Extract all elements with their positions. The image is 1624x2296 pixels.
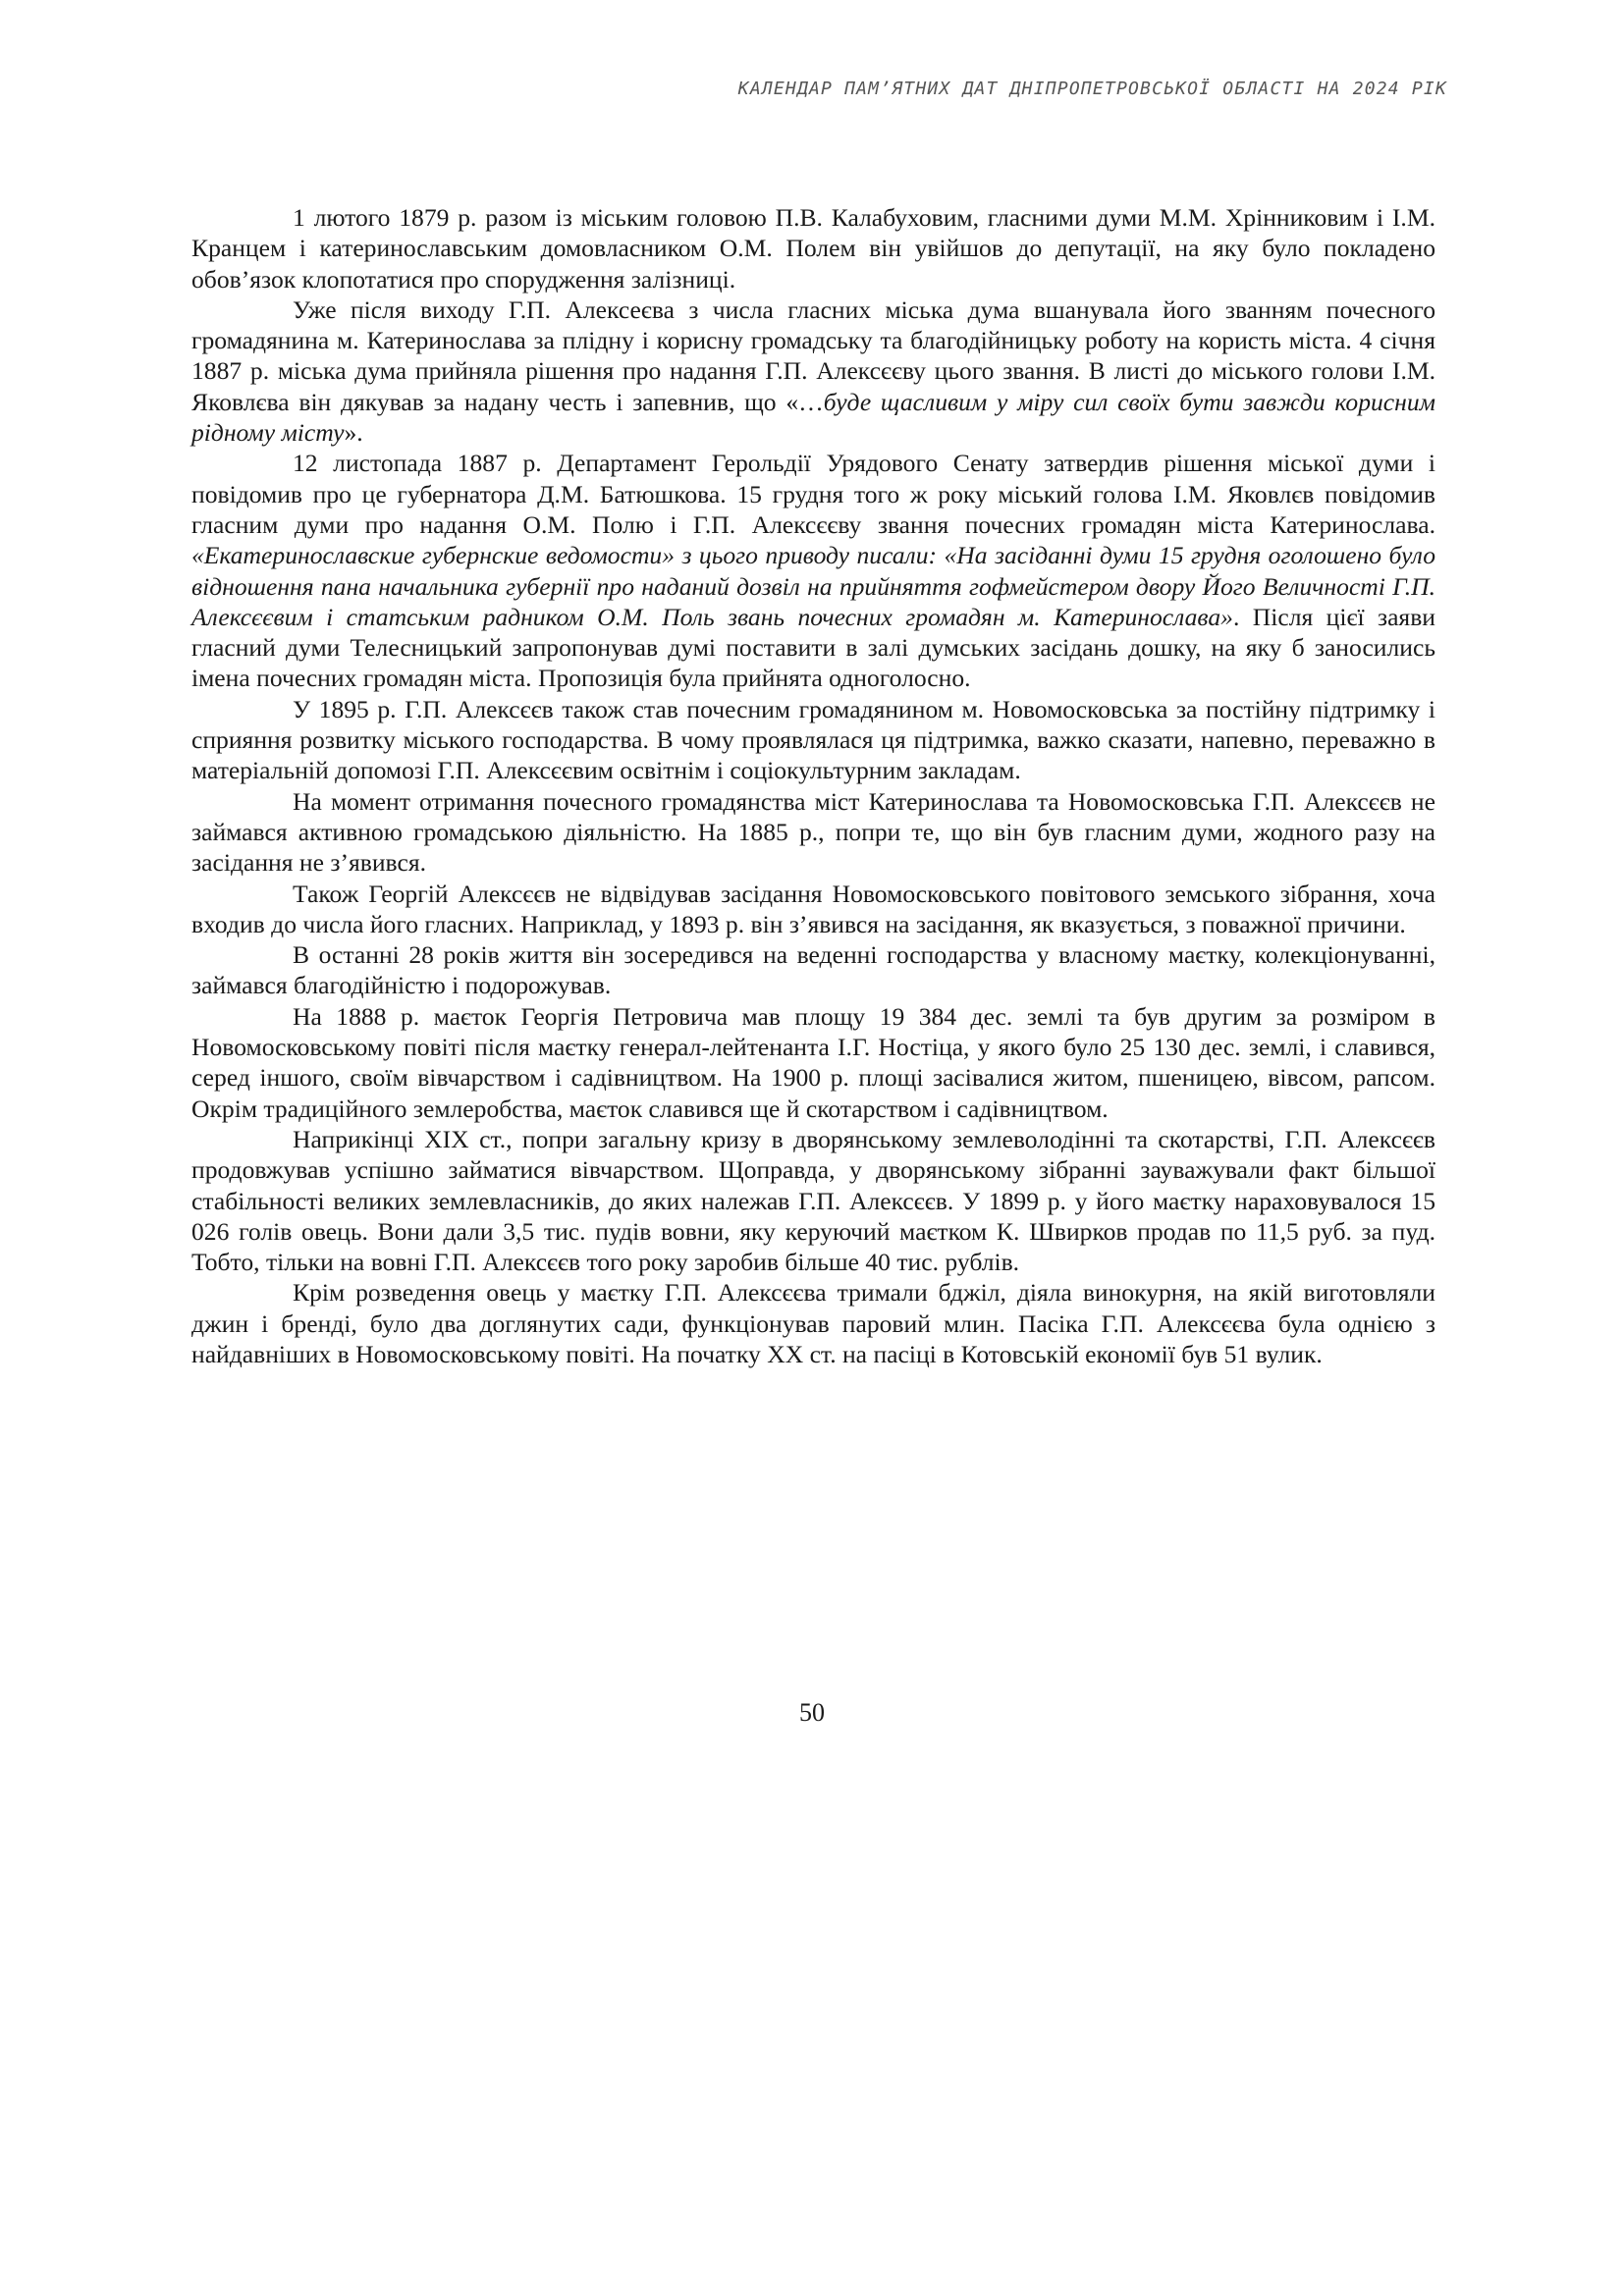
page-number: 50	[799, 1698, 825, 1727]
paragraph-2-text-a: Уже після виходу Г.П. Алексеєва з числа гласних міська дума вшанувала його званням почесного громадянина м. Катеринослава за плідну і корисну громадську та благодійницьку роботу на користь міста. 4 січня 1887 р. міська дума прийняла рішення про надання Г.П. Алексєєву цього звання. В листі до міського голови І.М. Яковлєва він дякував за надану честь і запевнив, що «…	[191, 294, 1435, 416]
paragraph-3	[191, 448, 1435, 693]
paragraph-2	[191, 294, 1435, 448]
paragraph-6: Також Георгій Алексєєв не відвідував засідання Новомосковського повітового земського зібрання, хоча входив до числа його гласних. Наприклад, у 1893 р. він з’явився на засідання, як вказується, з поважної причини.	[191, 879, 1435, 938]
paragraph-2-text-b: ».	[344, 418, 363, 448]
paragraph-3-text-a: 12 листопада 1887 р. Департамент Герольдії Урядового Сенату затвердив рішення міської думи і повідомив про це губернатора Д.М. Батюшкова. 15 грудня того ж року міський голова І.М. Яковлєв повідомив гласним думи про надання О.М. Полю і Г.П. Алексєєву звання почесних громадян міста Катеринослава.	[191, 449, 1435, 539]
paragraph-3-text-b: . Після цієї заяви гласний думи Телесницький запропонував думі поставити в залі думських засідань дошку, на яку б заносились імена почесних громадян міста. Пропозиція була прийнята одноголосно.	[191, 602, 1435, 693]
paragraph-5: На момент отримання почесного громадянства міст Катеринослава та Новомосковська Г.П. Алексєєв не займався активною громадською діяльністю. На 1885 р., попри те, що він був гласним думи, жодного разу на засідання не з’явився.	[191, 786, 1435, 878]
paragraph-9: Наприкінці XIX ст., попри загальну кризу в дворянському землеволодінні та скотарстві, Г.П. Алексєєв продовжував успішно займатися вівчарством. Щоправда, у дворянському зібранні зауважували факт більшої стабільності великих землевласників, до яких належав Г.П. Алексєєв. У 1899 р. у його маєтку нараховувалося 15 026 голів овець. Вони дали 3,5 тис. пудів вовни, яку керуючий маєтком К. Швирков продав по 11,5 руб. за пуд. Тобто, тільки на вовні Г.П. Алексєєв того року заробив більше 40 тис. рублів.	[191, 1124, 1435, 1277]
paragraph-3-quote: «Екатеринославские губернские ведомости» з цього приводу писали: «На засіданні думи 15 грудня оголошено було відношення пана начальника губернії про наданий дозвіл на прийняття гофмейстером двору Його Величності Г.П. Алексєєвим і статським радником О.М. Поль звань почесних громадян м. Катеринослава»	[191, 541, 1435, 631]
paragraph-8: На 1888 р. маєток Георгія Петровича мав площу 19 384 дес. землі та був другим за розміром в Новомосковському повіті після маєтку генерал-лейтенанта І.Г. Ностіца, у якого було 25 130 дес. землі, і славився, серед іншого, своїм вівчарством і садівництвом. На 1900 р. площі засівалися житом, пшеницею, вівсом, рапсом. Окрім традиційного землеробства, маєток славився ще й скотарством і садівництвом.	[191, 1001, 1435, 1123]
paragraph-10: Крім розведення овець у маєтку Г.П. Алексєєва тримали бджіл, діяла винокурня, на якій виготовляли джин і бренді, було два доглянутих сади, функціонував паровий млин. Пасіка Г.П. Алексєєва була однією з найдавніших в Новомосковському повіті. На початку XX ст. на пасіці в Котовській економії був 51 вулик.	[191, 1278, 1435, 1368]
paragraph-7: В останні 28 років життя він зосередився на веденні господарства у власному маєтку, колекціонуванні, займався благодійністю і подорожував.	[191, 940, 1435, 1000]
paragraph-2-quote: буде щасливим у міру сил своїх бути завжди корисним рідному місту	[191, 387, 1435, 448]
article-body	[191, 202, 1435, 1369]
paragraph-1: 1 лютого 1879 р. разом із міським головою П.В. Калабуховим, гласними думи М.М. Хрінниковим і І.М. Кранцем і катеринославським домовласником О.М. Полем він увійшов до депутації, на яку було покладено обов’язок клопотатися про спорудження залізниці.	[191, 203, 1435, 294]
running-header: КАЛЕНДАР ПАМ’ЯТНИХ ДАТ ДНІПРОПЕТРОВСЬКОЇ ОБЛАСТІ НА 2024 РІК	[737, 79, 1447, 99]
paragraph-4: У 1895 р. Г.П. Алексєєв також став почесним громадянином м. Новомосковська за постійну підтримку і сприяння розвитку міського господарства. В чому проявлялася ця підтримка, важко сказати, напевно, переважно в матеріальній допомозі Г.П. Алексєєвим освітнім і соціокультурним закладам.	[191, 694, 1435, 785]
